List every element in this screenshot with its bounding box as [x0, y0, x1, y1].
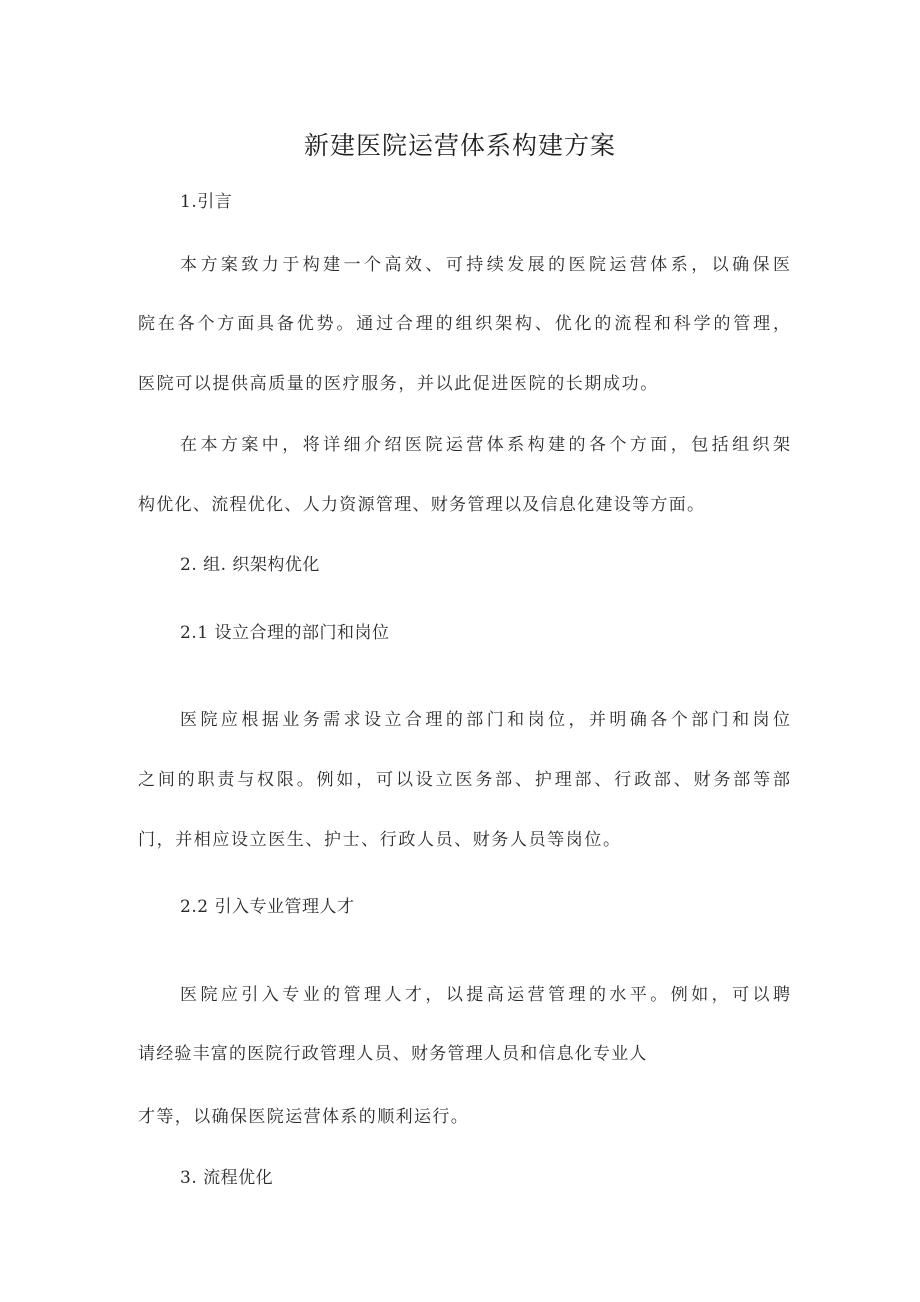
paragraph-3-line-1: 医院应根据业务需求设立合理的部门和岗位，并明确各个部门和岗位 — [180, 710, 790, 730]
paragraph-3-line-3: 门，并相应设立医生、护士、行政人员、财务人员等岗位。 — [138, 830, 622, 850]
paragraph-1-line-2: 院在各个方面具备优势。通过合理的组织架构、优化的流程和科学的管理， — [138, 314, 790, 334]
document-title: 新建医院运营体系构建方案 — [303, 131, 616, 160]
paragraph-3-line-2: 之间的职责与权限。例如，可以设立医务部、护理部、行政部、财务部等部 — [138, 770, 790, 790]
paragraph-2-line-2: 构优化、流程优化、人力资源管理、财务管理以及信息化建设等方面。 — [138, 495, 706, 515]
subsection-heading-2-2: 2.2 引入专业管理人才 — [180, 897, 355, 917]
subsection-heading-2-1: 2.1 设立合理的部门和岗位 — [180, 623, 390, 643]
paragraph-4-line-1: 医院应引入专业的管理人才，以提高运营管理的水平。例如，可以聘 — [180, 985, 790, 1005]
section-heading-3: 3. 流程优化 — [180, 1168, 274, 1188]
paragraph-4-line-3: 才等，以确保医院运营体系的顺利运行。 — [138, 1107, 470, 1127]
paragraph-2-line-1: 在本方案中，将详细介绍医院运营体系构建的各个方面，包括组织架 — [180, 435, 790, 455]
section-heading-1: 1.引言 — [180, 192, 233, 212]
paragraph-1-line-3: 医院可以提供高质量的医疗服务，并以此促进医院的长期成功。 — [138, 374, 659, 394]
paragraph-1-line-1: 本方案致力于构建一个高效、可持续发展的医院运营体系，以确保医 — [180, 255, 790, 275]
paragraph-4-line-2: 请经验丰富的医院行政管理人员、财务管理人员和信息化专业人 — [138, 1044, 648, 1064]
section-heading-2: 2. 组. 织架构优化 — [180, 555, 320, 575]
